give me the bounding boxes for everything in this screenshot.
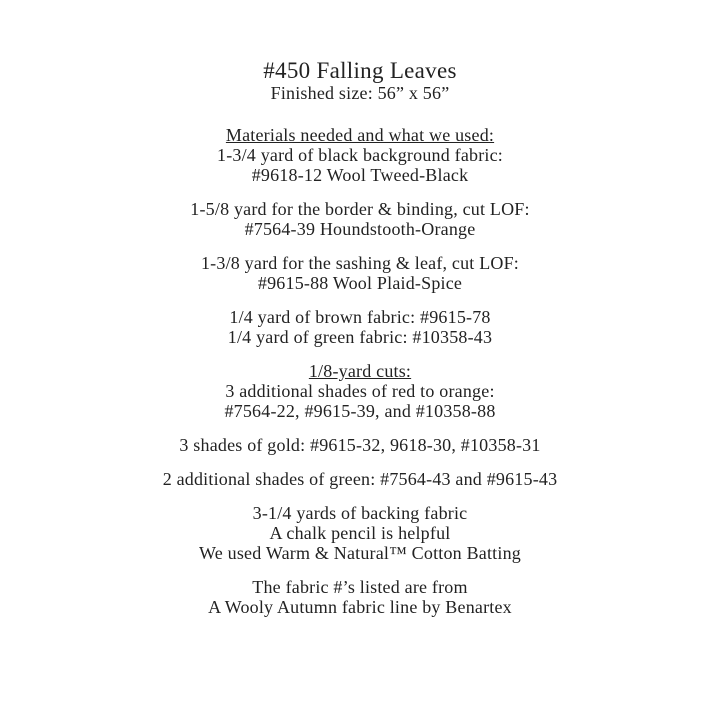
section-sashing-leaf bbox=[0, 253, 720, 293]
line-gold-shades: 3 shades of gold: #9615-32, 9618-30, #10358-31 bbox=[179, 435, 541, 455]
eighth-yard-cuts-heading: 1/8-yard cuts: bbox=[308, 361, 412, 381]
section-green-shades bbox=[0, 469, 720, 489]
line-chalk-pencil: A chalk pencil is helpful bbox=[269, 523, 451, 543]
line-red-orange-shades: 3 additional shades of red to orange: bbox=[225, 381, 495, 401]
page-title: #450 Falling Leaves bbox=[263, 58, 457, 83]
line-cotton-batting: We used Warm & Natural™ Cotton Batting bbox=[199, 543, 521, 563]
section-fabric-line-note bbox=[0, 577, 720, 617]
line-green-shades: 2 additional shades of green: #7564-43 and #9615-43 bbox=[162, 469, 558, 489]
line-sashing-leaf-fabric-number: #9615-88 Wool Plaid-Spice bbox=[257, 273, 463, 293]
finished-size-line: Finished size: 56” x 56” bbox=[270, 83, 450, 103]
line-black-background-fabric-number: #9618-12 Wool Tweed-Black bbox=[251, 165, 469, 185]
line-fabric-numbers-note: The fabric #’s listed are from bbox=[252, 577, 468, 597]
section-backing-notions bbox=[0, 503, 720, 563]
section-border-binding bbox=[0, 199, 720, 239]
line-fabric-line-benartex: A Wooly Autumn fabric line by Benartex bbox=[208, 597, 512, 617]
section-materials bbox=[0, 125, 720, 185]
section-gold-shades bbox=[0, 435, 720, 455]
line-brown-fabric: 1/4 yard of brown fabric: #9615-78 bbox=[229, 307, 491, 327]
line-sashing-leaf-yardage: 1-3/8 yard for the sashing & leaf, cut LOF: bbox=[200, 253, 520, 273]
line-red-orange-fabric-numbers: #7564-22, #9615-39, and #10358-88 bbox=[224, 401, 496, 421]
line-border-binding-yardage: 1-5/8 yard for the border & binding, cut LOF: bbox=[190, 199, 530, 219]
materials-heading: Materials needed and what we used: bbox=[225, 125, 495, 145]
section-eighth-yard-cuts bbox=[0, 361, 720, 421]
line-border-binding-fabric-number: #7564-39 Houndstooth-Orange bbox=[244, 219, 476, 239]
line-black-background-yardage: 1-3/4 yard of black background fabric: bbox=[217, 145, 503, 165]
line-backing-fabric: 3-1/4 yards of backing fabric bbox=[252, 503, 468, 523]
line-green-fabric: 1/4 yard of green fabric: #10358-43 bbox=[227, 327, 493, 347]
section-quarter-yards bbox=[0, 307, 720, 347]
